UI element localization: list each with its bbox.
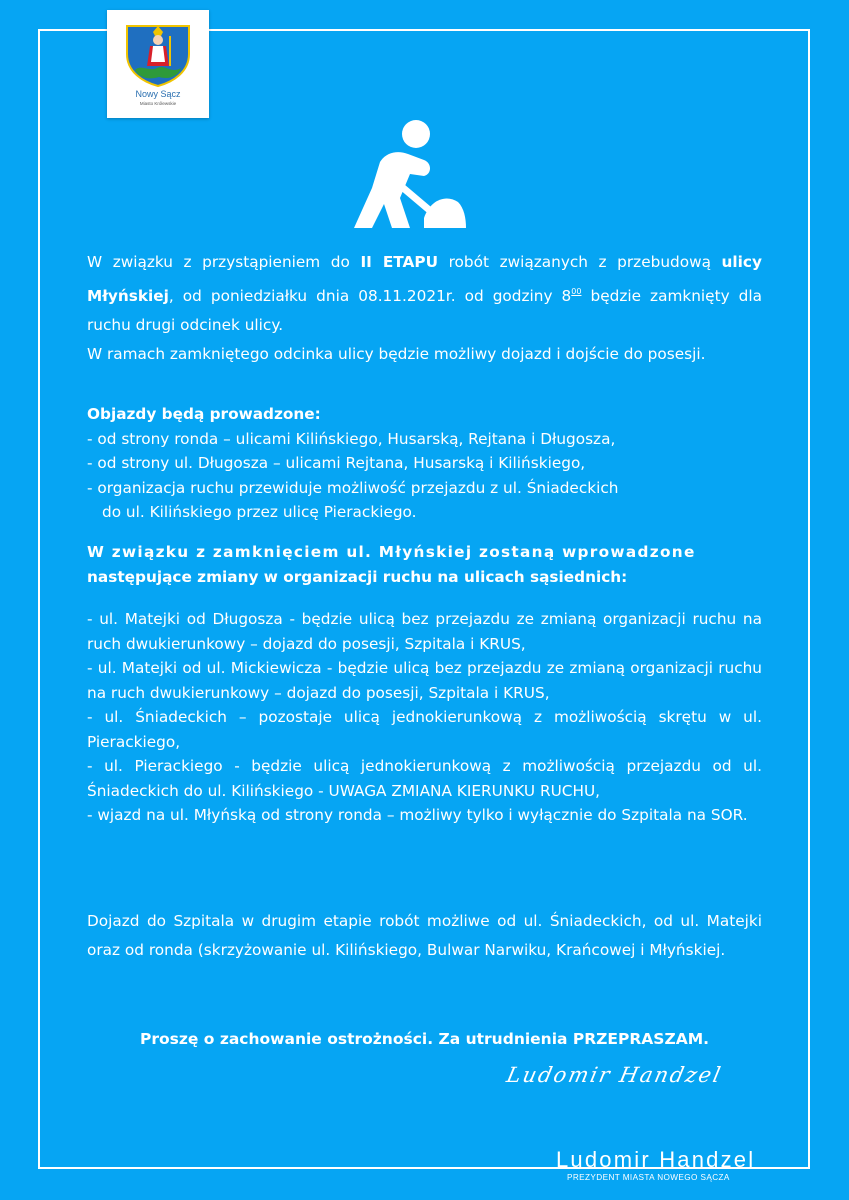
city-name: Nowy Sącz xyxy=(135,89,181,99)
change-item: - wjazd na ul. Młyńską od strony ronda – możliwy tylko i wyłącznie do Szpitala na SOR. xyxy=(87,806,748,824)
intro-paragraph xyxy=(87,248,762,340)
intro-text-c: robót związanych z przebudową xyxy=(438,253,722,271)
access-paragraph xyxy=(87,343,762,365)
handwritten-signature: Ludomir Handzel xyxy=(504,1063,725,1087)
intro-text-f: będzie zamknięty dla ruchu drugi odcinek ulicy. xyxy=(87,287,763,334)
changes-list xyxy=(87,607,762,828)
changes-heading-line1: W związku z zamknięciem ul. Młyńskiej zostaną wprowadzone xyxy=(87,543,696,561)
detour-item: - od strony ul. Długosza – ulicami Rejtana, Husarską i Kilińskiego, xyxy=(87,454,586,472)
detours-heading: Objazdy będą prowadzone: xyxy=(87,405,321,423)
hospital-paragraph xyxy=(87,907,762,965)
city-subtitle: Miasto Królewskie xyxy=(139,101,177,106)
changes-heading-line2: następujące zmiany w organizacji ruchu na ulicach sąsiednich: xyxy=(87,567,628,586)
change-item: - ul. Matejki od Długosza - będzie ulicą bez przejazdu ze zmianą organizacji ruchu na ruch dwukierunkowy – dojazd do posesji, Szpitala i KRUS, xyxy=(87,610,762,653)
hospital-text: Dojazd do Szpitala w drugim etapie robót możliwe od ul. Śniadeckich, od ul. Matejki oraz od ronda (skrzyżowanie ul. Kilińskiego, Bulwar Narwiku, Krańcowej i Młyńskiej. xyxy=(87,912,762,959)
detour-item: - od strony ronda – ulicami Kilińskiego, Husarską, Rejtana i Długosza, xyxy=(87,429,616,448)
hour-superscript: 00 xyxy=(571,287,582,296)
worker-shovel-icon xyxy=(350,118,468,230)
change-item: - ul. Pierackiego - będzie ulicą jednokierunkową z możliwością przejazdu od ul. Śniadeckich do ul. Kilińskiego - UWAGA ZMIANA KIERUNKU RUCHU, xyxy=(87,757,762,800)
stage-label: II ETAPU xyxy=(360,253,439,271)
detours-section xyxy=(87,402,762,525)
city-logo xyxy=(107,10,209,118)
signatory-title: PREZYDENT MIASTA NOWEGO SĄCZA xyxy=(567,1173,730,1182)
intro-text-a: W związku z przystąpieniem do xyxy=(87,253,361,271)
street-name: ulicy Młyńskiej xyxy=(87,253,762,305)
closing-line: Proszę o zachowanie ostrożności. Za utrudnienia PRZEPRASZAM. xyxy=(139,1030,710,1048)
change-item: - ul. Śniadeckich – pozostaje ulicą jednokierunkową z możliwością skrętu w ul. Pierackiego, xyxy=(87,708,762,751)
access-text: W ramach zamkniętego odcinka ulicy będzie możliwy dojazd i dojście do posesji. xyxy=(87,345,706,363)
detour-item: - organizacja ruchu przewiduje możliwość przejazdu z ul. Śniadeckich xyxy=(87,478,619,497)
change-item: - ul. Matejki od ul. Mickiewicza - będzie ulicą bez przejazdu ze zmianą organizacji ruchu na ruch dwukierunkowy – dojazd do posesji, Szpitala i KRUS, xyxy=(87,659,762,702)
intro-text-e: , od poniedziałku dnia 08.11.2021r. od godziny 8 xyxy=(168,287,572,305)
city-crest-icon xyxy=(123,22,193,88)
signatory-name: Ludomir Handzel xyxy=(556,1147,756,1172)
changes-heading xyxy=(87,540,762,589)
detour-item: do ul. Kilińskiego przez ulicę Pierackiego. xyxy=(102,503,417,521)
